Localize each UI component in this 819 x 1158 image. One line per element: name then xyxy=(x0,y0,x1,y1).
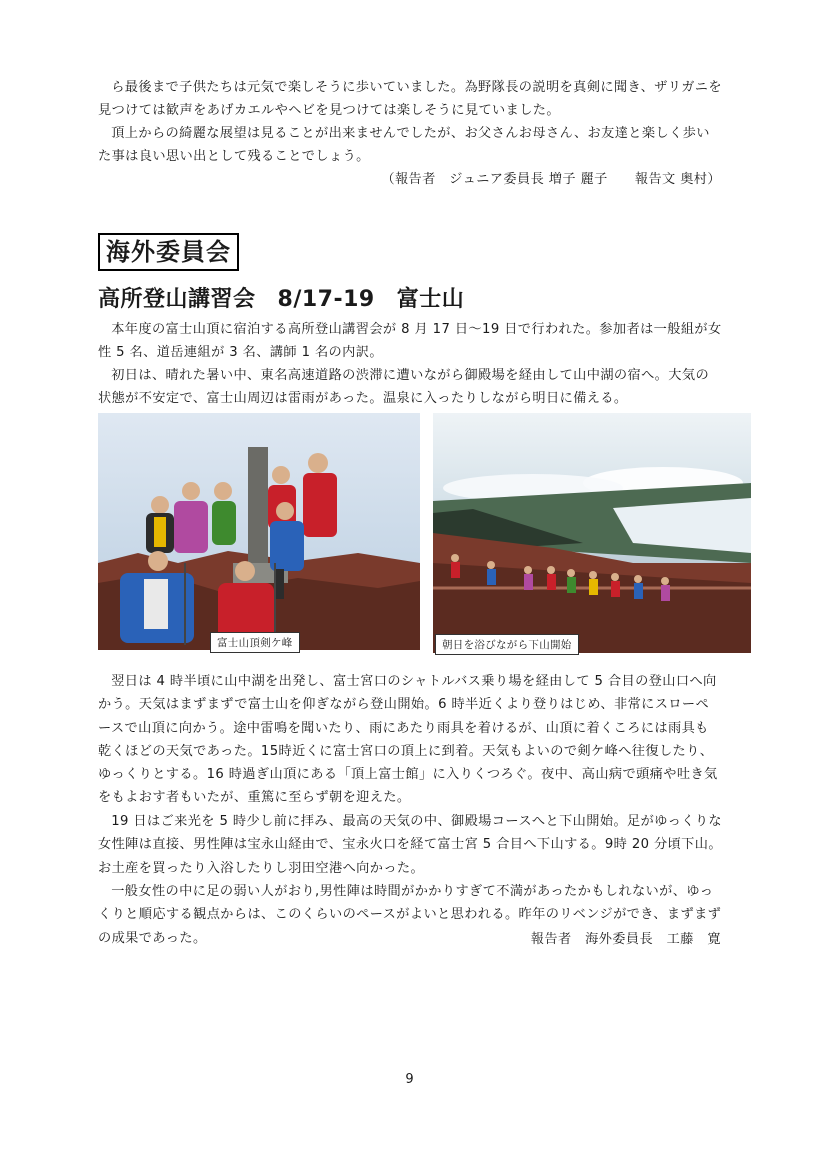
photo-caption-descent: 朝日を浴びながら下山開始 xyxy=(435,634,579,655)
body-paragraph-1: 本年度の富士山頂に宿泊する高所登山講習会が 8 月 17 日～19 日で行われた。参加者は一般組が女性 5 名、道岳連組が 3 名、講師 1 名の内訳。 xyxy=(98,322,722,361)
event-heading xyxy=(98,282,464,313)
event-name: 高所登山講習会 xyxy=(98,287,256,312)
event-date: 8/17-19 xyxy=(277,287,375,312)
body-paragraph-2: 初日は、晴れた暑い中、東名高速道路の渋滞に遭いながら御殿場を経由して山中湖の宿へ。大気の状態が不安定で、富士山周辺は雷雨があった。温泉に入ったりしながら明日に備える。 xyxy=(98,368,710,407)
intro-paragraph-1: ら最後まで子供たちは元気で楽しそうに歩いていました。為野隊長の説明を真剣に聞き、ザリガニを見つけては歓声をあげカエルやヘビを見つけては楽しそうに見ていました。 xyxy=(98,80,722,119)
summit-group-photo xyxy=(98,413,420,650)
event-place: 富士山 xyxy=(396,287,465,312)
body-paragraph-4: 19 日はご来光を 5 時少し前に拝み、最高の天気の中、御殿場コースへと下山開始。足がゆっくりな女性陣は直接、男性陣は宝永山経由で、宝永火口を経て富士宮 5 合目へ下山する。9時 20 分頃下山。お土産を買ったり入浴したりし羽田空港へ向かった。 xyxy=(98,814,723,876)
descent-trail-photo xyxy=(433,413,751,653)
intro-paragraph-2: 頂上からの綺麗な展望は見ることが出来ませんでしたが、お父さんお母さん、お友達と楽しく歩いた事は良い思い出として残ることでしょう。 xyxy=(98,126,710,165)
intro-reporter: （報告者 ジュニア委員長 増子 麗子 報告文 奥村） xyxy=(381,172,721,187)
body-reporter: 報告者 海外委員長 工藤 寛 xyxy=(530,932,721,947)
page-number: 9 xyxy=(405,1072,414,1087)
photo-caption-summit: 富士山頂剣ケ峰 xyxy=(210,632,300,653)
section-title: 海外委員会 xyxy=(98,233,239,271)
body-paragraph-3: 翌日は 4 時半頃に山中湖を出発し、富士宮口のシャトルバス乗り場を経由して 5 合目の登山口へ向かう。天気はまずまずで富士山を仰ぎながら登山開始。6 時半近くより登りはじめ、非常にスローペースで山頂に向かう。途中雷鳴を聞いたり、雨にあたり雨具を着けるが、山頂に着くころには雨具も乾くほどの天気であった。15時近くに富士宮口の頂上に到着。天気もよいので剣ケ峰へ往復したり、ゆっくりとする。16 時過ぎ山頂にある「頂上富士館」に入りくつろぐ。夜中、高山病で頭痛や吐き気をもよおす者もいたが、重篤に至らず朝を迎えた。 xyxy=(98,674,718,806)
body-paragraph-5: 一般女性の中に足の弱い人がおり,男性陣は時間がかかりすぎて不満があったかもしれないが、ゆっくりと順応する観点からは、このくらいのペースがよいと思われる。昨年のリベンジができ、まずまずの成果であった。 xyxy=(98,884,722,946)
